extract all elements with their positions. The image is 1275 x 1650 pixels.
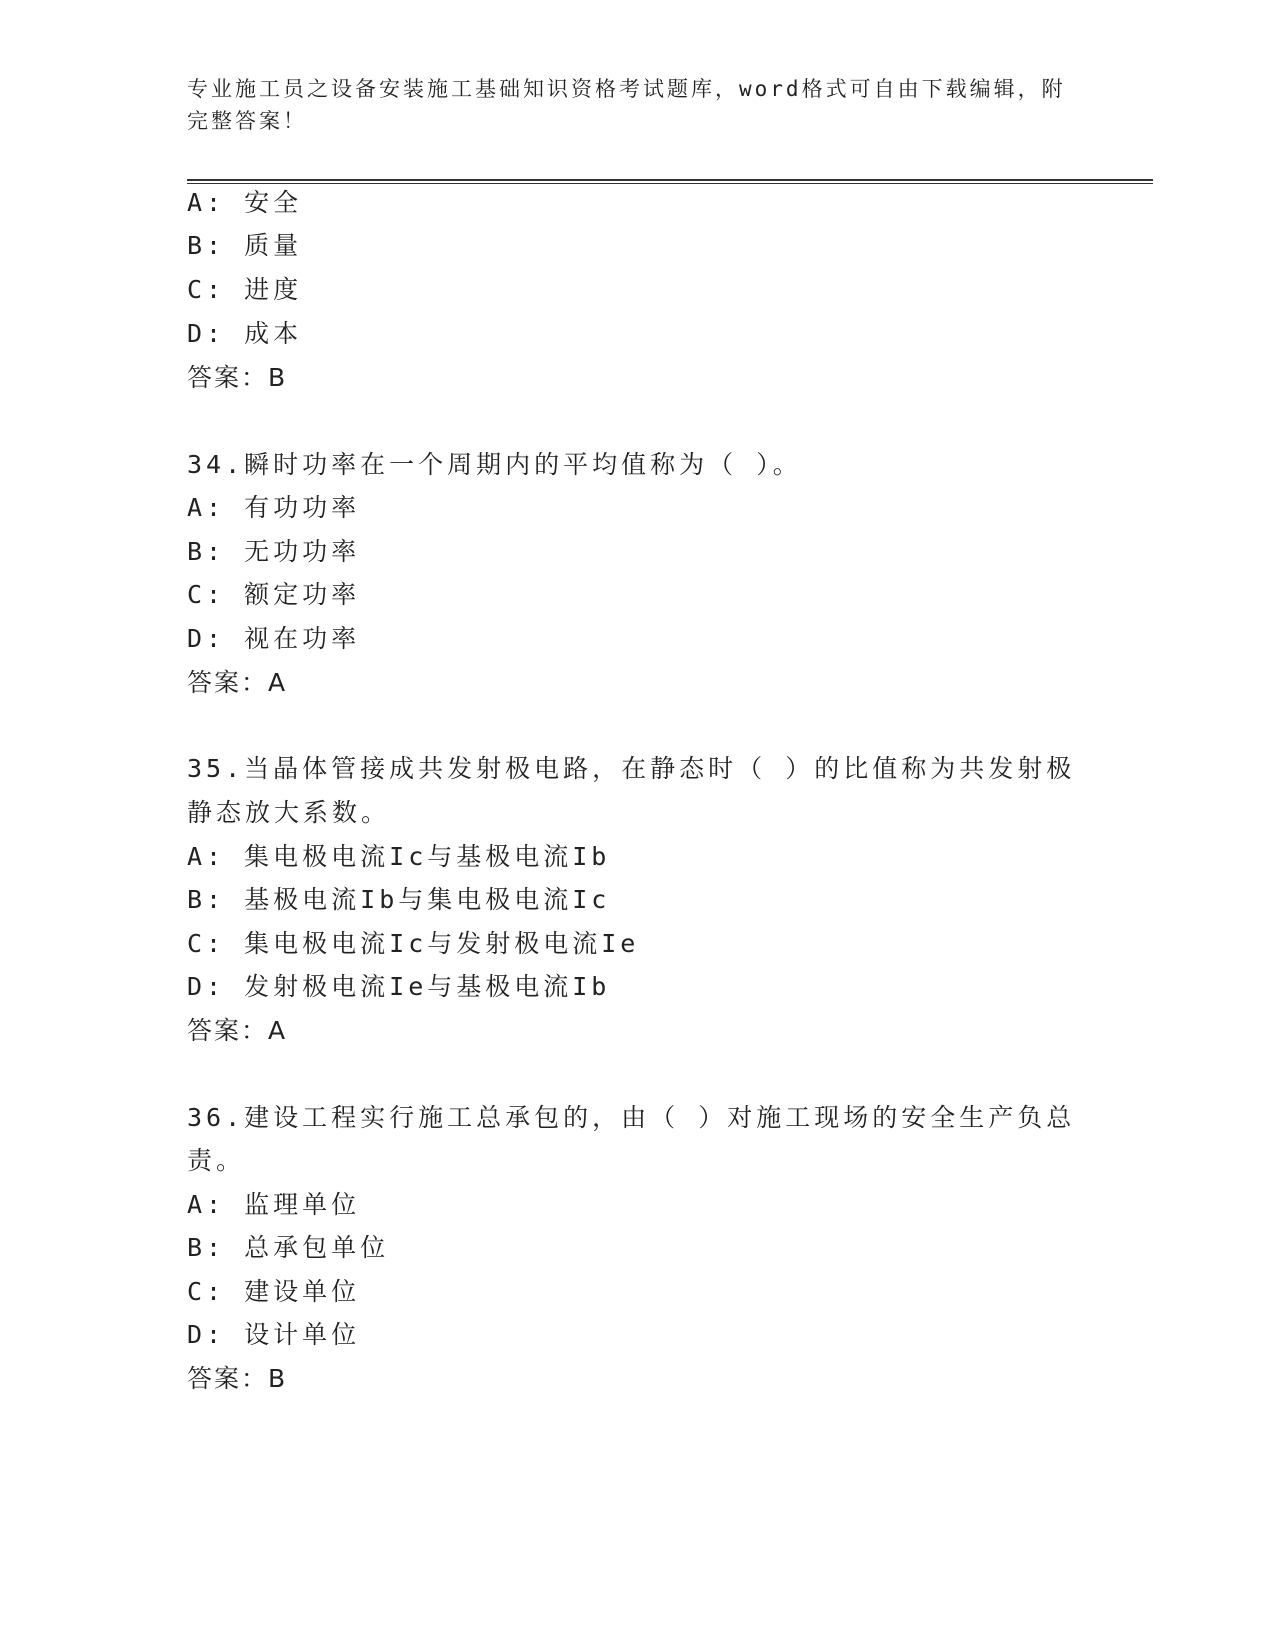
q35-question-line1: 35.当晶体管接成共发射极电路，在静态时（ ）的比值称为共发射极 [187, 754, 1076, 783]
q35-option-a: A: 集电极电流Ic与基极电流Ib [187, 842, 611, 871]
q35-question-line2: 静态放大系数。 [187, 798, 391, 827]
q35-option-b: B: 基极电流Ib与集电极电流Ic [187, 885, 611, 914]
header-divider [187, 179, 1153, 184]
q34-option-a: A: 有功功率 [187, 493, 361, 522]
q33-answer: 答案：B [187, 363, 288, 392]
q35-option-c: C: 集电极电流Ic与发射极电流Ie [187, 929, 640, 958]
q34-option-b: B: 无功功率 [187, 537, 361, 566]
q36-option-a: A: 监理单位 [187, 1190, 361, 1219]
q34-option-d: D: 视在功率 [187, 624, 361, 653]
q36-answer: 答案：B [187, 1364, 288, 1393]
q35-answer: 答案：A [187, 1016, 288, 1045]
q36-option-b: B: 总承包单位 [187, 1233, 390, 1262]
q34-option-c: C: 额定功率 [187, 580, 361, 609]
q36-option-c: C: 建设单位 [187, 1277, 361, 1306]
q33-option-a: A: 安全 [187, 188, 303, 217]
q33-option-d: D: 成本 [187, 319, 303, 348]
q33-option-b: B: 质量 [187, 231, 303, 260]
q36-option-d: D: 设计单位 [187, 1320, 361, 1349]
q33-option-c: C: 进度 [187, 275, 303, 304]
q34-question: 34.瞬时功率在一个周期内的平均值称为（ ）。 [187, 450, 802, 479]
q35-option-d: D: 发射极电流Ie与基极电流Ib [187, 972, 611, 1001]
q36-question-line1: 36.建设工程实行施工总承包的，由（ ）对施工现场的安全生产负总 [187, 1103, 1076, 1132]
document-header: 专业施工员之设备安装施工基础知识资格考试题库，word格式可自由下载编辑，附完整答案！ [187, 77, 1066, 133]
q36-question-line2: 责。 [187, 1146, 246, 1175]
q34-answer: 答案：A [187, 668, 288, 697]
